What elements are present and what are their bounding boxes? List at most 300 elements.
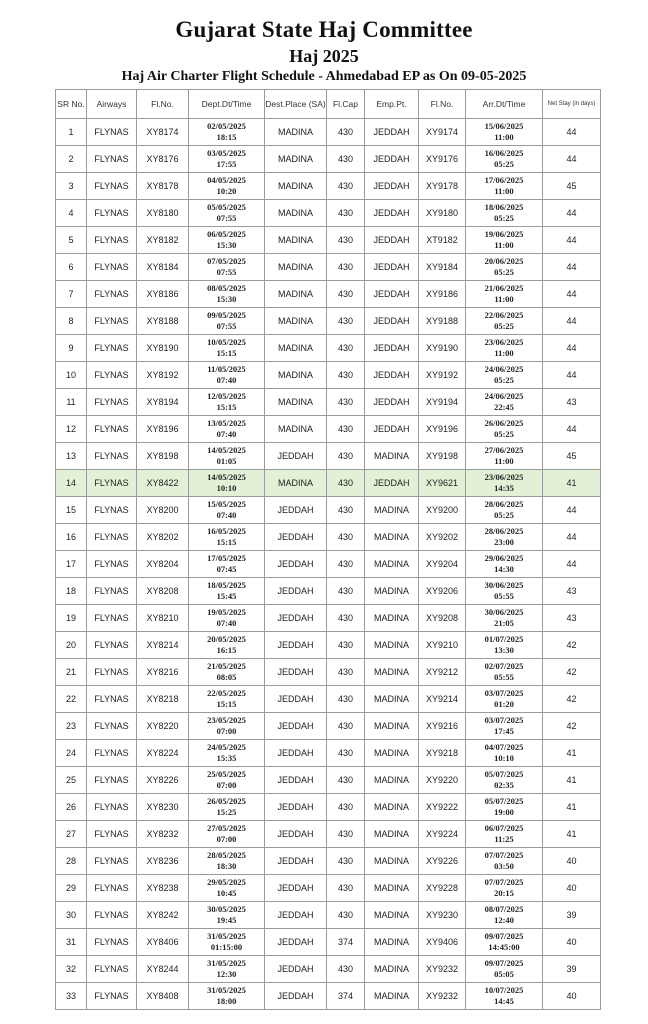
cell-departure-date: 23/05/2025 [207,715,246,725]
cell-flight-capacity: 430 [327,470,365,497]
cell-net-stay: 40 [543,929,601,956]
cell-arrival-time: 05:25 [494,429,514,439]
cell-destination: JEDDAH [265,578,327,605]
cell-departure-date: 18/05/2025 [207,580,246,590]
cell-destination: JEDDAH [265,740,327,767]
cell-flight-no: XY8196 [137,416,189,443]
cell-flight-capacity: 374 [327,929,365,956]
cell-departure [189,389,265,416]
cell-destination: JEDDAH [265,983,327,1010]
cell-flight-no: XY8226 [137,767,189,794]
cell-airways: FLYNAS [87,335,137,362]
table-row [56,902,601,929]
cell-departure-time: 07:40 [216,510,237,520]
table-row [56,146,601,173]
cell-net-stay: 42 [543,686,601,713]
cell-flight-capacity: 430 [327,173,365,200]
cell-return-flight-no: XY9198 [419,443,466,470]
cell-flight-no: XY8198 [137,443,189,470]
cell-arrival-date: 15/06/2025 [484,121,524,131]
table-row [56,659,601,686]
table-row [56,389,601,416]
cell-departure-time: 18:15 [216,132,237,142]
cell-flight-no: XY8216 [137,659,189,686]
cell-departure-time: 19:45 [216,915,237,925]
cell-arrival-time: 11:00 [494,186,514,196]
cell-departure [189,875,265,902]
cell-net-stay: 44 [543,146,601,173]
cell-net-stay: 45 [543,443,601,470]
cell-departure-date: 02/05/2025 [207,121,246,131]
cell-airways: FLYNAS [87,470,137,497]
cell-flight-no: XY8230 [137,794,189,821]
cell-departure [189,200,265,227]
cell-destination: MADINA [265,281,327,308]
cell-net-stay: 42 [543,713,601,740]
cell-sr-no: 17 [56,551,87,578]
cell-flight-no: XY8186 [137,281,189,308]
cell-flight-no: XY8224 [137,740,189,767]
cell-arrival-time: 20:15 [494,888,514,898]
cell-arrival-time: 14:35 [494,483,514,493]
cell-flight-no: XY8208 [137,578,189,605]
cell-arrival-date: 06/07/2025 [484,823,524,833]
cell-flight-no: XY8178 [137,173,189,200]
cell-arrival-time: 11:00 [494,294,514,304]
cell-flight-no: XY8182 [137,227,189,254]
cell-return-flight-no: XY9210 [419,632,466,659]
col-header-departure: Dept.Dt/Time [189,90,265,119]
cell-airways: FLYNAS [87,308,137,335]
table-row [56,794,601,821]
cell-departure-date: 31/05/2025 [207,985,246,995]
cell-sr-no: 1 [56,119,87,146]
cell-return-flight-no: XY9621 [419,470,466,497]
cell-arrival [466,389,543,416]
cell-arrival-time: 21:05 [494,618,514,628]
cell-embarkation-point: MADINA [365,740,419,767]
cell-return-flight-no: XY9222 [419,794,466,821]
cell-departure-time: 12:30 [216,969,237,979]
cell-net-stay: 44 [543,119,601,146]
cell-embarkation-point: MADINA [365,659,419,686]
cell-destination: JEDDAH [265,875,327,902]
document-title: Gujarat State Haj Committee [175,17,473,42]
cell-flight-capacity: 430 [327,443,365,470]
cell-arrival-date: 07/07/2025 [484,877,524,887]
cell-arrival-date: 30/06/2025 [484,607,524,617]
table-row [56,740,601,767]
cell-net-stay: 44 [543,254,601,281]
cell-departure-time: 07:40 [216,375,237,385]
cell-arrival-date: 27/06/2025 [484,445,524,455]
cell-departure [189,821,265,848]
cell-arrival [466,497,543,524]
cell-embarkation-point: JEDDAH [365,335,419,362]
cell-arrival [466,578,543,605]
cell-embarkation-point: JEDDAH [365,281,419,308]
cell-departure-date: 26/05/2025 [207,796,246,806]
cell-airways: FLYNAS [87,497,137,524]
cell-airways: FLYNAS [87,632,137,659]
cell-arrival [466,794,543,821]
cell-return-flight-no: XY9232 [419,956,466,983]
cell-embarkation-point: MADINA [365,794,419,821]
cell-return-flight-no: XY9406 [419,929,466,956]
cell-embarkation-point: MADINA [365,713,419,740]
cell-airways: FLYNAS [87,713,137,740]
cell-arrival-date: 08/07/2025 [484,904,524,914]
cell-arrival [466,713,543,740]
cell-arrival [466,983,543,1010]
cell-airways: FLYNAS [87,794,137,821]
cell-arrival-time: 14:45:00 [488,942,520,952]
cell-return-flight-no: XY9188 [419,308,466,335]
cell-net-stay: 44 [543,524,601,551]
cell-departure [189,308,265,335]
cell-flight-capacity: 430 [327,416,365,443]
cell-airways: FLYNAS [87,524,137,551]
cell-airways: FLYNAS [87,227,137,254]
cell-embarkation-point: JEDDAH [365,119,419,146]
cell-embarkation-point: JEDDAH [365,254,419,281]
cell-arrival-date: 02/07/2025 [484,661,524,671]
cell-arrival [466,227,543,254]
table-header-row [56,90,601,119]
cell-arrival-date: 23/06/2025 [484,337,524,347]
cell-departure-date: 16/05/2025 [207,526,246,536]
cell-sr-no: 11 [56,389,87,416]
cell-destination: MADINA [265,416,327,443]
cell-destination: JEDDAH [265,848,327,875]
cell-embarkation-point: JEDDAH [365,146,419,173]
cell-embarkation-point: MADINA [365,605,419,632]
cell-arrival-time: 05:25 [494,510,514,520]
cell-net-stay: 43 [543,578,601,605]
cell-embarkation-point: MADINA [365,902,419,929]
cell-departure [189,227,265,254]
cell-departure-time: 07:00 [216,780,237,790]
cell-sr-no: 33 [56,983,87,1010]
cell-arrival-date: 24/06/2025 [484,391,524,401]
cell-arrival-time: 23:00 [494,537,514,547]
cell-airways: FLYNAS [87,848,137,875]
cell-flight-capacity: 430 [327,281,365,308]
cell-flight-capacity: 430 [327,254,365,281]
cell-flight-capacity: 374 [327,983,365,1010]
table-row [56,848,601,875]
cell-arrival [466,119,543,146]
cell-sr-no: 12 [56,416,87,443]
cell-airways: FLYNAS [87,578,137,605]
cell-destination: JEDDAH [265,956,327,983]
cell-destination: JEDDAH [265,713,327,740]
cell-net-stay: 44 [543,308,601,335]
cell-flight-no: XY8220 [137,713,189,740]
cell-flight-no: XY8174 [137,119,189,146]
cell-departure [189,524,265,551]
cell-arrival-time: 01:20 [494,699,514,709]
cell-flight-capacity: 430 [327,902,365,929]
cell-flight-no: XY8232 [137,821,189,848]
cell-flight-no: XY8180 [137,200,189,227]
cell-sr-no: 14 [56,470,87,497]
col-header-sr-no: SR No. [56,90,87,119]
cell-embarkation-point: MADINA [365,983,419,1010]
table-row [56,227,601,254]
cell-sr-no: 25 [56,767,87,794]
cell-departure-date: 27/05/2025 [207,823,246,833]
cell-flight-no: XY8244 [137,956,189,983]
cell-net-stay: 41 [543,470,601,497]
cell-embarkation-point: MADINA [365,578,419,605]
cell-arrival-time: 14:45 [494,996,514,1006]
cell-departure-date: 24/05/2025 [207,742,246,752]
cell-departure-date: 19/05/2025 [207,607,246,617]
cell-arrival-date: 09/07/2025 [484,958,524,968]
cell-departure-time: 07:55 [216,321,237,331]
cell-return-flight-no: XY9226 [419,848,466,875]
cell-airways: FLYNAS [87,254,137,281]
cell-departure-time: 15:30 [216,240,237,250]
table-row [56,983,601,1010]
cell-net-stay: 43 [543,605,601,632]
cell-return-flight-no: XY9186 [419,281,466,308]
cell-embarkation-point: MADINA [365,497,419,524]
cell-destination: MADINA [265,389,327,416]
cell-arrival [466,821,543,848]
table-body [56,119,601,1010]
cell-embarkation-point: MADINA [365,443,419,470]
cell-departure [189,929,265,956]
cell-return-flight-no: XY9192 [419,362,466,389]
cell-arrival-date: 10/07/2025 [484,985,524,995]
cell-arrival [466,740,543,767]
cell-arrival-time: 05:55 [494,672,514,682]
cell-flight-no: XY8176 [137,146,189,173]
cell-arrival-date: 22/06/2025 [484,310,524,320]
cell-airways: FLYNAS [87,956,137,983]
cell-net-stay: 44 [543,335,601,362]
cell-return-flight-no: XY9212 [419,659,466,686]
cell-departure-date: 17/05/2025 [207,553,246,563]
cell-airways: FLYNAS [87,983,137,1010]
cell-arrival-date: 03/07/2025 [484,688,524,698]
cell-arrival [466,956,543,983]
cell-destination: JEDDAH [265,443,327,470]
cell-departure [189,767,265,794]
cell-departure [189,740,265,767]
cell-flight-capacity: 430 [327,632,365,659]
cell-sr-no: 24 [56,740,87,767]
cell-net-stay: 44 [543,551,601,578]
cell-net-stay: 39 [543,902,601,929]
cell-sr-no: 10 [56,362,87,389]
cell-flight-capacity: 430 [327,875,365,902]
cell-arrival-date: 26/06/2025 [484,418,524,428]
cell-destination: MADINA [265,146,327,173]
cell-return-flight-no: XY9200 [419,497,466,524]
cell-sr-no: 7 [56,281,87,308]
cell-departure-date: 31/05/2025 [207,931,246,941]
cell-departure-time: 07:40 [216,618,237,628]
cell-net-stay: 45 [543,173,601,200]
cell-embarkation-point: MADINA [365,524,419,551]
cell-return-flight-no: XY9204 [419,551,466,578]
cell-return-flight-no: XY9184 [419,254,466,281]
cell-sr-no: 28 [56,848,87,875]
cell-flight-no: XY8188 [137,308,189,335]
table-row [56,605,601,632]
cell-net-stay: 40 [543,848,601,875]
cell-return-flight-no: XY9220 [419,767,466,794]
cell-departure-date: 03/05/2025 [207,148,246,158]
col-header-flight-no: Fl.No. [137,90,189,119]
cell-airways: FLYNAS [87,389,137,416]
cell-arrival-date: 04/07/2025 [484,742,524,752]
cell-embarkation-point: MADINA [365,929,419,956]
table-row [56,551,601,578]
cell-arrival-date: 24/06/2025 [484,364,524,374]
cell-sr-no: 9 [56,335,87,362]
cell-return-flight-no: XY9214 [419,686,466,713]
cell-embarkation-point: MADINA [365,956,419,983]
cell-flight-no: XY8218 [137,686,189,713]
cell-arrival-time: 05:05 [494,969,514,979]
cell-arrival [466,848,543,875]
cell-return-flight-no: XY9208 [419,605,466,632]
cell-departure-time: 15:15 [216,537,237,547]
cell-flight-capacity: 430 [327,524,365,551]
cell-destination: JEDDAH [265,524,327,551]
cell-arrival [466,551,543,578]
cell-arrival [466,524,543,551]
col-header-net-stay: Net Stay (in days) [543,90,601,119]
cell-arrival-time: 05:25 [494,159,514,169]
cell-arrival-date: 28/06/2025 [484,499,524,509]
cell-destination: JEDDAH [265,551,327,578]
cell-sr-no: 20 [56,632,87,659]
cell-net-stay: 42 [543,659,601,686]
cell-arrival-time: 05:25 [494,375,514,385]
cell-return-flight-no: XY9206 [419,578,466,605]
cell-net-stay: 42 [543,632,601,659]
table-row [56,767,601,794]
col-header-embarkation-point: Emp.Pt. [365,90,419,119]
cell-flight-capacity: 430 [327,848,365,875]
cell-destination: MADINA [265,227,327,254]
cell-embarkation-point: JEDDAH [365,362,419,389]
cell-net-stay: 44 [543,362,601,389]
cell-destination: MADINA [265,200,327,227]
cell-airways: FLYNAS [87,659,137,686]
cell-airways: FLYNAS [87,875,137,902]
cell-departure-time: 15:30 [216,294,237,304]
cell-destination: JEDDAH [265,794,327,821]
cell-destination: MADINA [265,335,327,362]
cell-destination: JEDDAH [265,686,327,713]
table-row [56,713,601,740]
cell-departure-date: 25/05/2025 [207,769,246,779]
table-row [56,335,601,362]
cell-arrival-time: 05:25 [494,213,514,223]
cell-arrival-time: 17:45 [494,726,514,736]
cell-flight-capacity: 430 [327,551,365,578]
cell-embarkation-point: JEDDAH [365,470,419,497]
cell-sr-no: 2 [56,146,87,173]
cell-flight-capacity: 430 [327,686,365,713]
cell-airways: FLYNAS [87,281,137,308]
col-header-arrival: Arr.Dt/Time [466,90,543,119]
cell-destination: JEDDAH [265,497,327,524]
cell-arrival-date: 05/07/2025 [484,769,524,779]
cell-airways: FLYNAS [87,362,137,389]
cell-flight-no: XY8242 [137,902,189,929]
cell-sr-no: 21 [56,659,87,686]
cell-arrival [466,929,543,956]
cell-departure [189,578,265,605]
cell-arrival-time: 13:30 [494,645,514,655]
cell-departure-time: 15:25 [216,807,237,817]
cell-embarkation-point: MADINA [365,875,419,902]
cell-embarkation-point: MADINA [365,632,419,659]
cell-departure [189,605,265,632]
cell-departure-time: 15:35 [216,753,237,763]
cell-departure-time: 07:55 [216,213,237,223]
cell-embarkation-point: JEDDAH [365,308,419,335]
cell-sr-no: 30 [56,902,87,929]
cell-flight-capacity: 430 [327,497,365,524]
cell-return-flight-no: XY9196 [419,416,466,443]
cell-embarkation-point: MADINA [365,848,419,875]
cell-flight-capacity: 430 [327,956,365,983]
cell-departure [189,146,265,173]
cell-departure-date: 31/05/2025 [207,958,246,968]
cell-sr-no: 29 [56,875,87,902]
table-row [56,929,601,956]
cell-flight-capacity: 430 [327,200,365,227]
cell-departure-date: 14/05/2025 [207,472,246,482]
cell-arrival-date: 20/06/2025 [484,256,524,266]
cell-sr-no: 5 [56,227,87,254]
cell-destination: MADINA [265,254,327,281]
cell-embarkation-point: MADINA [365,686,419,713]
cell-departure-date: 30/05/2025 [207,904,246,914]
cell-arrival-time: 22:45 [494,402,514,412]
cell-departure-time: 01:15:00 [210,942,243,952]
cell-destination: JEDDAH [265,632,327,659]
cell-flight-no: XY8406 [137,929,189,956]
cell-arrival [466,146,543,173]
cell-flight-no: XY8214 [137,632,189,659]
cell-arrival-time: 14:30 [494,564,514,574]
cell-departure [189,335,265,362]
cell-embarkation-point: JEDDAH [365,200,419,227]
cell-departure [189,281,265,308]
cell-departure-time: 10:45 [216,888,237,898]
cell-departure-time: 10:10 [216,483,237,493]
cell-flight-no: XY8200 [137,497,189,524]
cell-departure-date: 20/05/2025 [207,634,246,644]
cell-flight-capacity: 430 [327,389,365,416]
cell-arrival-date: 16/06/2025 [484,148,524,158]
cell-arrival-time: 11:00 [494,456,514,466]
cell-return-flight-no: XY9178 [419,173,466,200]
cell-departure-date: 10/05/2025 [207,337,246,347]
cell-arrival-date: 07/07/2025 [484,850,524,860]
cell-destination: MADINA [265,119,327,146]
cell-flight-no: XY8236 [137,848,189,875]
